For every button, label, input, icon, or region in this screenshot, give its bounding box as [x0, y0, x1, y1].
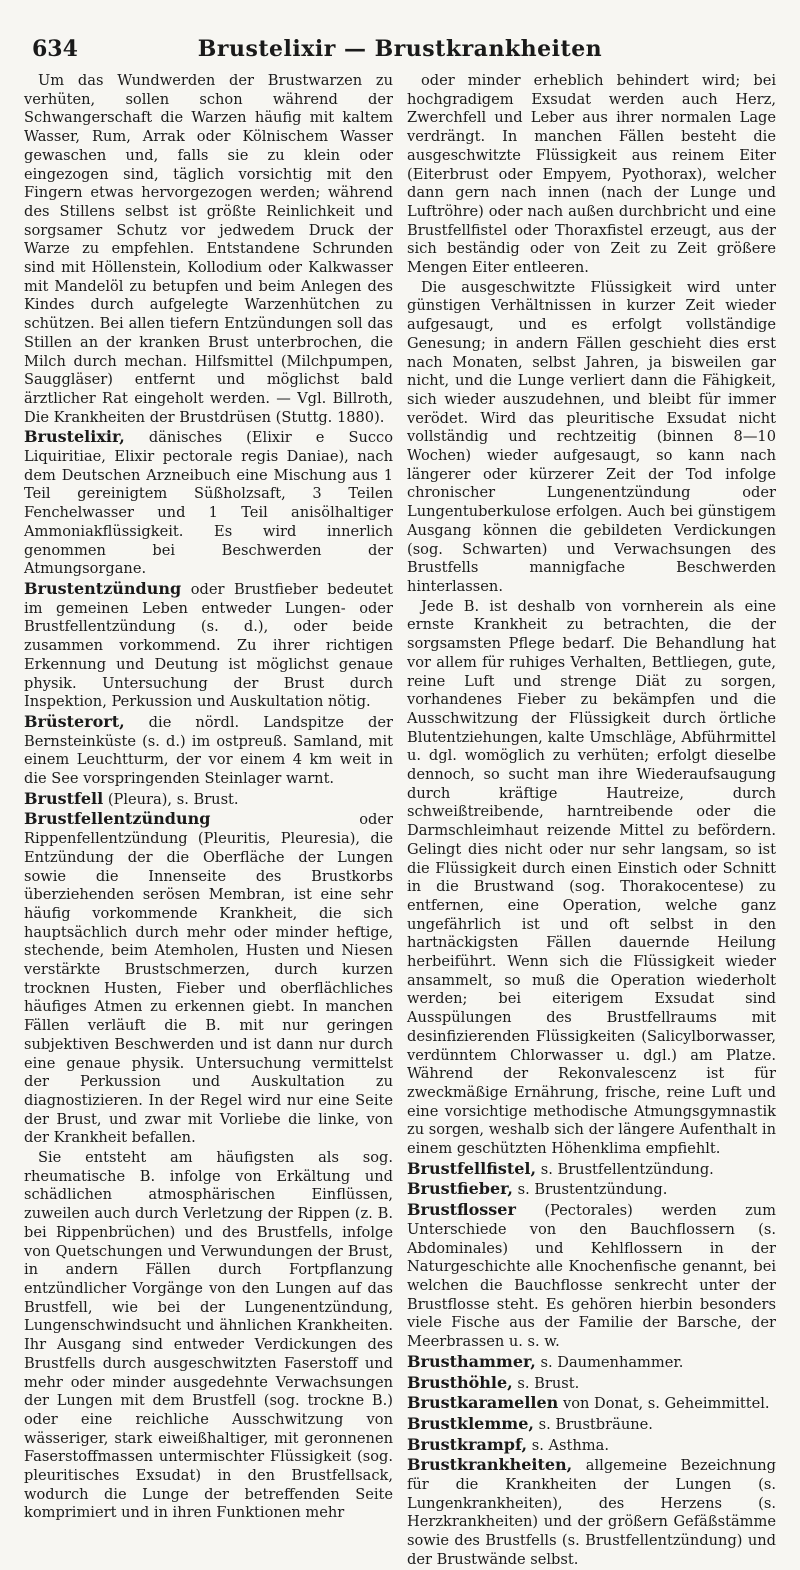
- entry-text: s. Brustfellentzündung.: [536, 1160, 714, 1178]
- headword: Brustfellfistel,: [407, 1158, 537, 1178]
- entry-text: s. Brust.: [512, 1374, 580, 1392]
- dictionary-entry: [407, 1353, 776, 1373]
- entry-text: die nördl. Landspitze der Bernsteinküste (s. d.) im ostpreuß. Samland, mit einem Leuchtturm, der vor einem 4 km weit in die See vorspringenden Steinlager warnt.: [24, 713, 393, 788]
- headword: Brustflosser: [407, 1200, 516, 1220]
- dictionary-entry: [407, 1436, 776, 1456]
- entry-text: dänisches (Elixir e Succo Liquiritiae, Elixir pectorale regis Daniae), nach dem Deutschen Arzneibuch eine Mischung aus 1 Teil gereinigtem Süßholzsaft, 3 Teilen Fenchelwasser und 1 Teil anisölhaltiger Ammoniakflüssigkeit. Es wird innerlich genommen bei Beschwerden der Atmungsorgane.: [24, 429, 393, 578]
- dictionary-entry: [24, 580, 393, 712]
- dictionary-entry: [407, 1374, 776, 1394]
- headword: Brüsterort,: [24, 711, 125, 731]
- dictionary-entry: [407, 1415, 776, 1435]
- left-column: [24, 72, 393, 1522]
- headword: Brustfellentzündung: [24, 809, 211, 829]
- dictionary-entry: [24, 428, 393, 579]
- entry-text: s. Asthma.: [527, 1436, 609, 1454]
- headword: Brustentzündung: [24, 578, 182, 598]
- paragraph: oder minder erheblich behindert wird; bei hochgradigem Exsudat werden auch Herz, Zwerchfell und Leber aus ihrer normalen Lage verdrängt. In manchen Fällen besteht die ausgeschwitzte Flüssigkeit aus reinem Eiter (Eiterbrust oder Empyem, Pyothorax), welcher dann gern nach innen (nach der Lunge und Luftröhre) oder nach außen durchbricht und eine Brustfellfistel oder Thoraxfistel erzeugt, aus der sich beständig oder von Zeit zu Zeit größere Mengen Eiter entleeren.: [407, 72, 776, 277]
- entry-text: s. Brustentzündung.: [513, 1181, 668, 1199]
- dictionary-entry: [407, 1456, 776, 1569]
- headword: Brusthöhle,: [407, 1372, 513, 1392]
- headword: Brustkaramellen: [407, 1393, 559, 1413]
- entry-text: oder Brustfieber bedeutet im gemeinen Leben entweder Lungen- oder Brustfellentzündung (s. d.), oder beide zusammen vorkommend. Zu ihrer richtigen Erkennung und Deutung ist möglichst genaue physik. Untersuchung der Brust durch Inspektion, Perkussion und Auskultation nötig.: [24, 580, 393, 711]
- dictionary-entry: [407, 1160, 776, 1180]
- entry-text: allgemeine Bezeichnung für die Krankheiten der Lungen (s. Lungenkrankheiten), des Herzens (s. Herzkrankheiten) und der größern Gefäßstämme sowie des Brustfells (s. Brustfellentzündung) und der Brustwände selbst.: [407, 1457, 776, 1568]
- paragraph: Die ausgeschwitzte Flüssigkeit wird unter günstigen Verhältnissen in kurzer Zeit wieder aufgesaugt, und es erfolgt vollständige Genesung; in andern Fällen geschieht dies erst nach Monaten, selbst Jahren, ja bisweilen gar nicht, und die Lunge verliert dann die Fähigkeit, sich wieder auszudehnen, und bleibt für immer verödet. Wird das pleuritische Exsudat nicht vollständig und rechtzeitig (binnen 8—10 Wochen) wieder aufgesaugt, so kann nach längerer oder kürzerer Zeit der Tod infolge chronischer Lungenentzündung oder Lungentuberkulose erfolgen. Auch bei günstigem Ausgang können die gebildeten Verdickungen (sog. Schwarten) und Verwachsungen des Brustfells mannigfache Beschwerden hinterlassen.: [407, 278, 776, 595]
- entry-text: s. Brustbräune.: [533, 1415, 653, 1433]
- dictionary-entry: [24, 713, 393, 789]
- dictionary-entry: [407, 1201, 776, 1352]
- entry-text: von Donat, s. Geheimmittel.: [558, 1395, 770, 1413]
- headword: Brustelixir,: [24, 427, 125, 447]
- paragraph: Um das Wundwerden der Brustwarzen zu verhüten, sollen schon während der Schwangerschaft die Warzen häufig mit kaltem Wasser, Rum, Arrak oder Kölnischem Wasser gewaschen und, falls sie zu klein oder eingezogen sind, täglich vorsichtig mit den Fingern etwas hervorgezogen werden; während des Stillens selbst ist größte Reinlichkeit und sorgsamer Schutz vor jedwedem Druck der Warze zu empfehlen. Entstandene Schrunden sind mit Höllenstein, Kollodium oder Kalkwasser mit Mandelöl zu betupfen und beim Anlegen des Kindes durch aufgelegte Warzenhütchen zu schützen. Bei allen tiefern Entzündungen soll das Stillen an der kranken Brust unterbrochen, die Milch durch mechan. Hilfsmittel (Milchpumpen, Sauggläser) entfernt und möglichst bald ärztlicher Rat eingeholt werden. — Vgl. Billroth, Die Krankheiten der Brustdrüsen (Stuttg. 1880).: [24, 72, 393, 426]
- entry-text: (Pectorales) werden zum Unterschiede von den Bauchflossern (s. Abdominales) und Kehlflossern in der Naturgeschichte alle Knochenfische genannt, bei welchen die Bauchflosse senkrecht unter der Brustflosse steht. Es gehören hierbin besonders viele Fische aus der Familie der Barsche, der Meerbrassen u. s. w.: [407, 1202, 776, 1351]
- entry-text: oder Rippenfellentzündung (Pleuritis, Pleuresia), die Entzündung der die Oberfläche der Lungen sowie die Innenseite des Brustkorbs überziehenden serösen Membran, ist eine sehr häufig vorkommende Krankheit, die sich hauptsächlich durch mehr oder minder heftige, stechende, beim Atemholen, Husten und Niesen verstärkte Brustschmerzen, durch kurzen trocknen Husten, Fieber und oberflächliches häufiges Atmen zu erkennen giebt. In manchen Fällen verläuft die B. mit nur geringen subjektiven Beschwerden und ist dann nur durch eine genaue physik. Untersuchung vermittelst der Perkussion und Auskultation zu diagnostizieren. In der Regel wird nur eine Seite der Brust, und zwar mit Vorliebe die linke, von der Krankheit befallen.: [24, 811, 393, 1147]
- headword: Brustfieber,: [407, 1179, 513, 1199]
- headword: Brustfell: [24, 788, 104, 808]
- page-number: 634: [32, 36, 78, 62]
- headword: Brustkrampf,: [407, 1434, 528, 1454]
- text-columns: [24, 72, 776, 1568]
- entry-text: (Pleura), s. Brust.: [103, 790, 239, 808]
- dictionary-entry: [407, 1180, 776, 1200]
- dictionary-entry: [24, 790, 393, 810]
- page-header: [28, 0, 772, 62]
- entry-text: s. Daumenhammer.: [535, 1353, 684, 1371]
- headword: Brustkrankheiten,: [407, 1455, 573, 1475]
- headword: Brusthammer,: [407, 1351, 536, 1371]
- paragraph: Jede B. ist deshalb von vornherein als eine ernste Krankheit zu betrachten, die der sorgsamsten Pflege bedarf. Die Behandlung hat vor allem für ruhiges Verhalten, Bettliegen, gute, reine Luft und strenge Diät zu sorgen, vorhandenes Fieber zu bekämpfen und die Ausschwitzung der Flüssigkeit durch örtliche Blutentziehungen, kalte Umschläge, Abführmittel u. dgl. womöglich zu verhüten; erfolgt dieselbe dennoch, so sucht man ihre Wiederaufsaugung durch kräftige Hautreize, durch schweißtreibende, harntreibende oder die Darmschleimhaut reizende Mittel zu befördern. Gelingt dies nicht oder nur sehr langsam, so ist die Flüssigkeit durch einen Einstich oder Schnitt in die Brustwand (sog. Thorakocentese) zu entfernen, eine Operation, welche ganz ungefährlich ist und oft selbst in den hartnäckigsten Fällen dauernde Heilung herbeiführt. Wenn sich die Flüssigkeit wieder ansammelt, so muß die Operation wiederholt werden; bei eiterigem Exsudat sind Ausspülungen des Brustfellraums mit desinfizierenden Flüssigkeiten (Salicylborwasser, verdünntem Chlorwasser u. dgl.) am Platze. Während der Rekonvalescenz ist für zweckmäßige Ernährung, frische, reine Luft und eine vorsichtige methodische Atmungsgymnastik zu sorgen, weshalb sich der längere Aufenthalt in einem geschützten Höhenklima empfiehlt.: [407, 597, 776, 1158]
- dictionary-entry: [407, 1394, 776, 1414]
- running-head: Brustelixir — Brustkrankheiten: [197, 36, 603, 62]
- right-column: [407, 72, 776, 1568]
- dictionary-entry: [24, 810, 393, 1148]
- paragraph: Sie entsteht am häufigsten als sog. rheumatische B. infolge von Erkältung und schädlichen atmosphärischen Einflüssen, zuweilen auch durch Verletzung der Rippen (z. B. bei Rippenbrüchen) und des Brustfells, infolge von Quetschungen und Verwundungen der Brust, in andern Fällen durch Fortpflanzung entzündlicher Vorgänge von den Lungen auf das Brustfell, wie bei der Lungenentzündung, Lungenschwindsucht und ähnlichen Krankheiten. Ihr Ausgang sind entweder Verdickungen des Brustfells durch ausgeschwitzten Faserstoff und mehr oder minder ausgedehnte Verwachsungen der Lungen mit dem Brustfell (sog. trockne B.) oder eine reichliche Ausschwitzung von wässeriger, stark eiweißhaltiger, mit geronnenen Faserstoffmassen untermischter Flüssigkeit (sog. pleuritisches Exsudat) in den Brustfellsack, wodurch die Lunge der betreffenden Seite komprimiert und in ihren Funktionen mehr: [24, 1149, 393, 1522]
- headword: Brustklemme,: [407, 1413, 534, 1433]
